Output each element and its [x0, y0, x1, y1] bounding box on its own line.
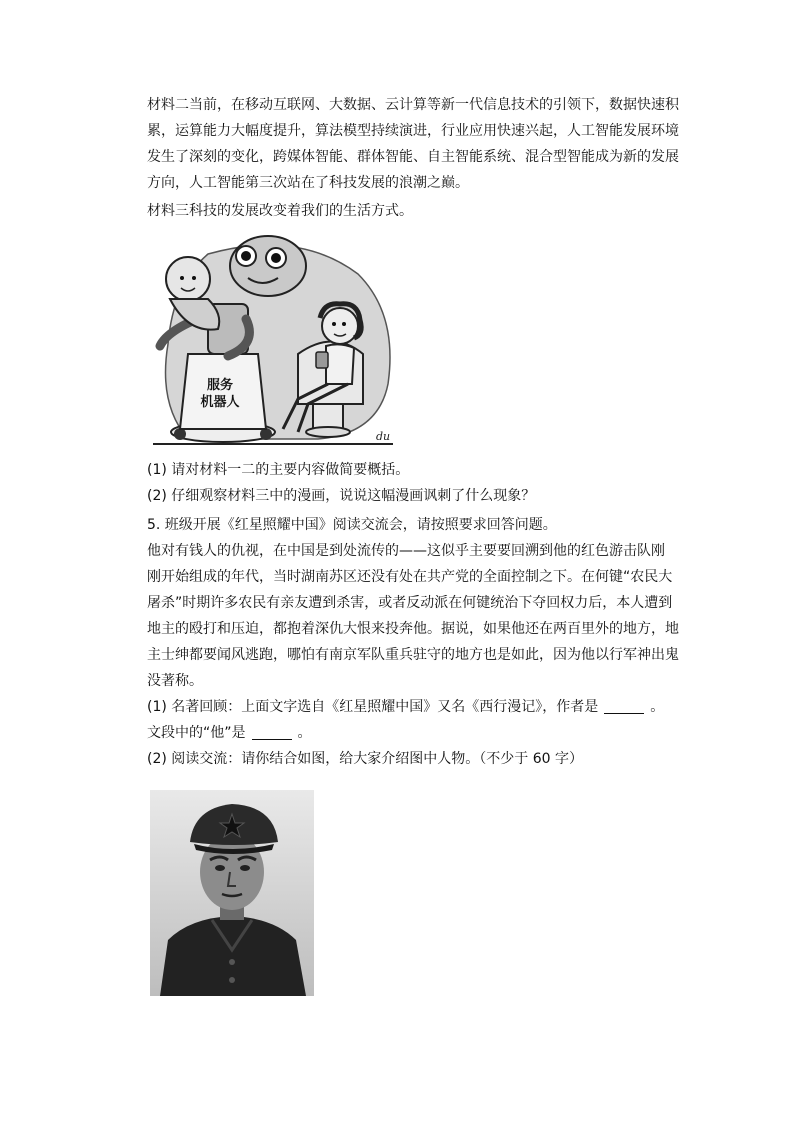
text-line: 材料二当前，在移动互联网、大数据、云计算等新一代信息技术的引领下，数据快速积 [147, 97, 679, 113]
passage-line: 刚开始组成的年代，当时湖南苏区还没有处在共产党的全面控制之下。在何键“农民大 [147, 569, 673, 585]
passage-line: 地主的殴打和压迫，都抱着深仇大恨来投奔他。据说，如果他还在两百里外的地方，地 [147, 621, 679, 637]
passage-line: 他对有钱人的仇视，在中国是到处流传的——这似乎主要要回溯到他的红色游击队刚 [147, 543, 665, 559]
question-1: (1) 请对材料一二的主要内容做简要概括。 [147, 462, 410, 478]
he-answer-blank[interactable] [252, 723, 292, 740]
portrait-photo [150, 790, 314, 996]
material-questions [147, 457, 687, 509]
sub-question-1 [147, 694, 687, 720]
passage-line: 主士绅都要闻风逃跑，哪怕有南京军队重兵驻守的地方也是如此，因为他以行军神出鬼 [147, 647, 679, 663]
sub-question-1-line2-text: 文段中的“他”是 [147, 725, 246, 741]
sub-question-1-line2-end: 。 [297, 725, 312, 741]
sub-question-2: (2) 阅读交流：请你结合如图，给大家介绍图中人物。（不少于 60 字） [147, 751, 583, 767]
question-5-title: 5. 班级开展《红星照耀中国》阅读交流会，请按照要求回答问题。 [147, 517, 557, 533]
text-line: 累，运算能力大幅度提升，算法模型持续演进，行业应用快速兴起，人工智能发展环境 [147, 123, 679, 139]
robot-nanny-cartoon [148, 234, 398, 452]
text-line: 发生了深刻的变化，跨媒体智能、群体智能、自主智能系统、混合型智能成为新的发展 [147, 149, 679, 165]
question-2: (2) 仔细观察材料三中的漫画，说说这幅漫画讽刺了什么现象？ [147, 488, 536, 504]
passage-line: 屠杀”时期许多农民有亲友遭到杀害，或者反动派在何键统治下夺回权力后，本人遭到 [147, 595, 673, 611]
material-three-heading [147, 198, 687, 224]
author-answer-blank[interactable] [604, 697, 644, 714]
material-two-paragraph [147, 92, 687, 196]
sub-question-1-end: 。 [650, 699, 665, 715]
passage-line: 没著称。 [147, 673, 203, 689]
robot-label-line1: 服务 [206, 378, 234, 393]
sub-question-1-line2 [147, 720, 687, 746]
text-line: 材料三科技的发展改变着我们的生活方式。 [147, 203, 413, 219]
question-5 [147, 512, 687, 772]
cartoon-signature: du [376, 430, 391, 443]
text-line: 方向，人工智能第三次站在了科技发展的浪潮之巅。 [147, 175, 469, 191]
sub-question-1-text: (1) 名著回顾：上面文字选自《红星照耀中国》又名《西行漫记》，作者是 [147, 699, 599, 715]
robot-label-line2: 机器人 [200, 395, 240, 410]
